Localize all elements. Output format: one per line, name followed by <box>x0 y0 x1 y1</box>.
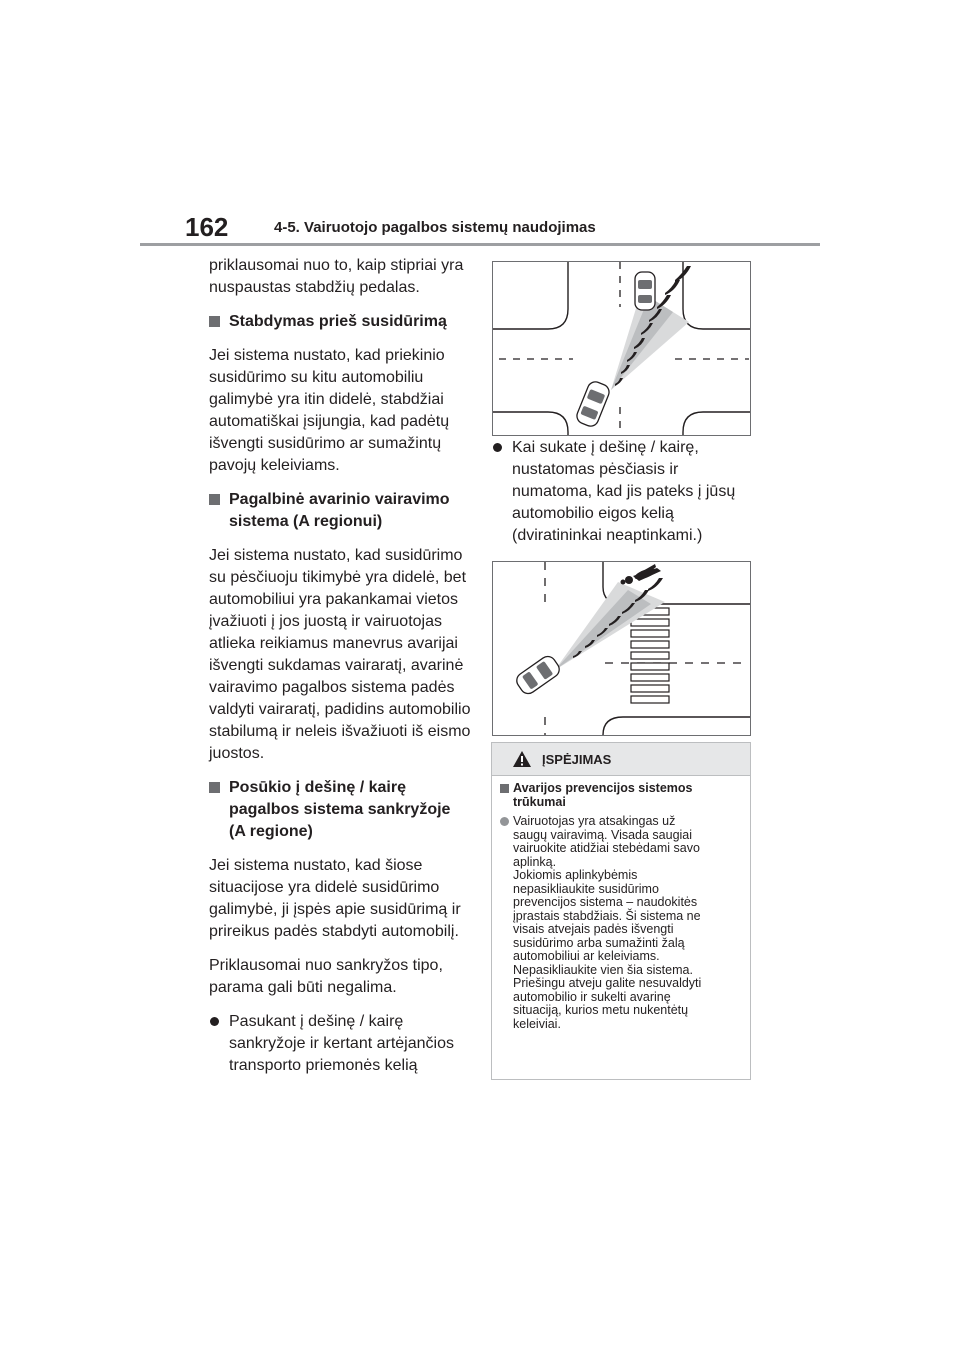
bullet-dot-icon <box>500 817 509 826</box>
bullet-text: Pasukant į dešinę / kairę sankryžoje ir kertant artėjančios transporto priemonės kelią <box>229 1013 454 1074</box>
warning-line: automobilio ir sukelti avarinę <box>513 989 671 1004</box>
car-icon <box>575 379 612 428</box>
warning-line: įprastais stabdžiais. Ši sistema ne <box>513 908 701 923</box>
page-number: 162 <box>185 212 229 242</box>
warning-line: susidūrimo arba sumažinti žalą <box>513 935 685 950</box>
warning-line: vairuokite atidžiai stebėdami savo <box>513 841 700 855</box>
warning-line: Vairuotojas yra atsakingas už <box>513 814 676 828</box>
bullet-dot-icon <box>493 443 502 452</box>
bullet-dot-icon <box>210 1017 219 1026</box>
warning-line: aplinką. <box>513 854 557 869</box>
page-header <box>140 210 820 250</box>
intersection-oncoming-illustration <box>492 261 751 436</box>
left-column <box>209 255 471 1077</box>
warning-line: keleiviai. <box>513 1016 561 1031</box>
warning-header <box>492 743 750 776</box>
bullet-item <box>209 1011 471 1077</box>
warning-line: saugų vairavimą. Visada saugiai <box>513 827 693 842</box>
warning-title: ĮSPĖJIMAS <box>542 752 612 767</box>
warning-body <box>492 776 750 1031</box>
warning-triangle-icon <box>512 750 532 768</box>
square-bullet-icon <box>500 784 509 793</box>
section-heading <box>209 777 471 843</box>
warning-subheading-text: Avarijos prevencijos sistemos trūkumai <box>513 781 693 809</box>
warning-box <box>491 742 751 1080</box>
warning-line: automobiliui ar keleiviams. <box>513 949 660 963</box>
section-title: 4-5. Vairuotojo pagalbos sistemų naudojimas <box>274 219 596 236</box>
car-icon <box>514 653 563 696</box>
square-bullet-icon <box>209 782 220 793</box>
bullet-text: Kai sukate į dešinę / kairę, nustatomas pėsčiasis ir numatoma, kad jis pateks į jūsų automobilio eigos kelią (dviratininkai neaptinkami.) <box>512 439 736 544</box>
warning-line: Nepasikliaukite vien šia sistema. <box>513 962 693 977</box>
square-bullet-icon <box>209 494 220 505</box>
warning-item <box>500 815 742 1031</box>
section-heading <box>209 311 471 333</box>
cyclist-icon <box>621 576 634 585</box>
warning-line: prevencijos sistema – naudokitės <box>513 895 698 909</box>
section-heading-text: Stabdymas prieš susidūrimą <box>229 313 447 330</box>
section-heading-text: Pagalbinė avarinio vairavimo sistema (A regionui) <box>229 491 450 530</box>
intro-paragraph: priklausomai nuo to, kaip stipriai yra nuspaustas stabdžių pedalas. <box>209 257 464 296</box>
warning-line: Priešingu atveju galite nesuvaldyti <box>513 976 702 990</box>
section-body: Priklausomai nuo sankryžos tipo, parama gali būti negalima. <box>209 957 443 996</box>
header-divider <box>140 243 820 246</box>
warning-line: visais atvejais padės išvengti <box>513 922 674 936</box>
car-icon <box>635 272 655 310</box>
square-bullet-icon <box>209 316 220 327</box>
bullet-item <box>492 437 754 547</box>
section-body: Jei sistema nustato, kad susidūrimo su pėsčiuoju tikimybė yra didelė, bet automobiliui yra pakankamai vietos įvažiuoti į jos juostą ir vairuotojas atlieka reikiamus manevrus avarijai išvengti sukdamas vairaratį, avarinė vairavimo pagalbos sistema padės valdyti vairaratį, padidins automobilio stabilumą ir neleis išvažiuoti iš eismo juostos. <box>209 547 471 762</box>
pedestrian-icon <box>633 564 661 582</box>
section-heading-text: Posūkio į dešinę / kairę pagalbos sistema sankryžoje (A regione) <box>229 779 451 840</box>
warning-line: situaciją, kurios metu nukentėtų <box>513 1003 689 1017</box>
section-body: Jei sistema nustato, kad priekinio susidūrimo su kitu automobiliu galimybė yra itin didelė, stabdžiai automatiškai įsijungia, kad padėtų išvengti susidūrimo ar sumažintų pavojų keleiviams. <box>209 347 450 474</box>
warning-subheading <box>500 782 742 809</box>
intersection-pedestrian-illustration <box>492 561 751 736</box>
right-bullet <box>492 437 754 547</box>
warning-line: nepasikliaukite susidūrimo <box>513 881 659 896</box>
section-heading <box>209 489 471 533</box>
section-body: Jei sistema nustato, kad šiose situacijose yra didelė susidūrimo galimybė, ji įspės apie susidūrimą ir prireikus padės stabdyti automobilį. <box>209 857 461 940</box>
warning-line: Jokiomis aplinkybėmis <box>513 868 638 882</box>
